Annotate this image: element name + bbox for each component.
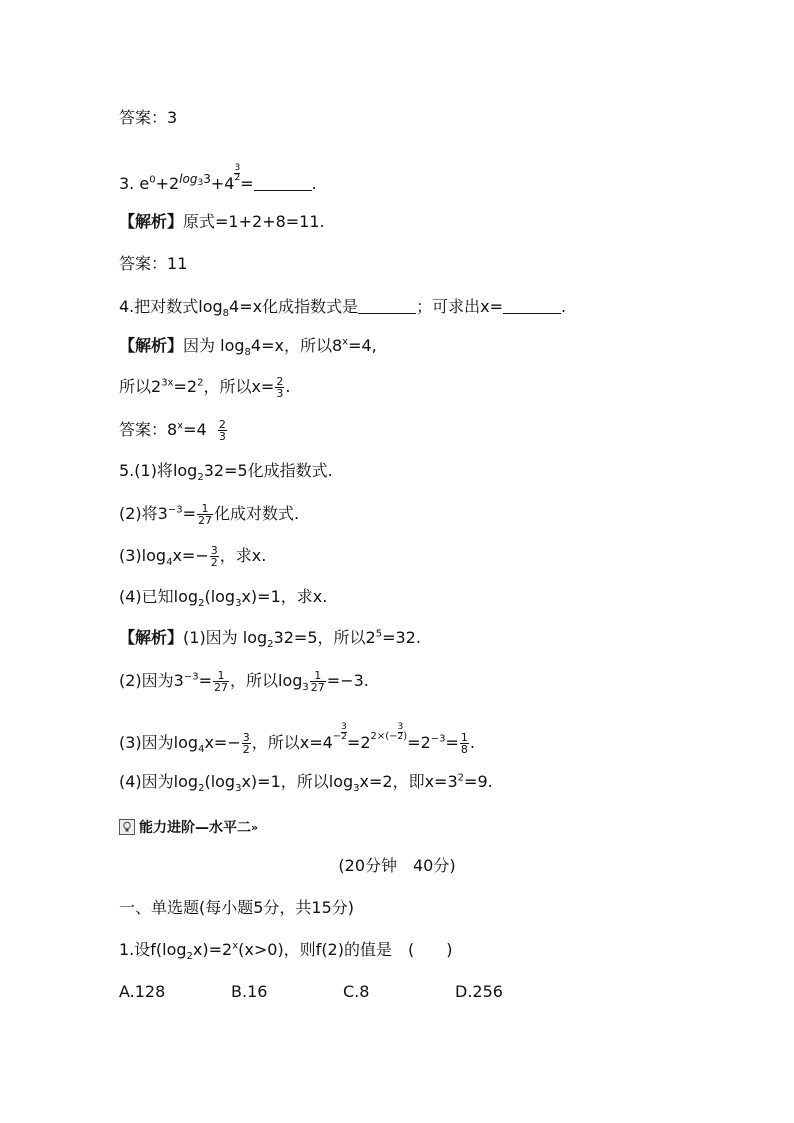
- log-base: 2: [197, 472, 204, 484]
- text: (: [204, 772, 211, 791]
- log-word: log: [162, 940, 187, 959]
- option-d[interactable]: D.256: [455, 982, 503, 1001]
- question-number: 3.: [119, 174, 135, 193]
- log-word: log: [179, 171, 198, 186]
- text: x=−: [172, 546, 209, 565]
- section-header: [119, 817, 258, 837]
- q4-text: 4=x化成指数式是: [229, 297, 359, 316]
- fraction: [460, 732, 469, 755]
- question-5-part-3: [119, 545, 266, 568]
- text: (2)将3: [119, 504, 168, 523]
- log-word: log: [173, 772, 199, 791]
- text: =2: [407, 733, 431, 752]
- text: ，求x.: [219, 546, 267, 565]
- frac-num: 2: [276, 375, 284, 388]
- lightbulb-icon: [119, 819, 135, 835]
- solution-tag: 【解析】: [119, 628, 184, 647]
- text: ，所以: [230, 671, 279, 690]
- log-word: log: [278, 671, 303, 690]
- text: ，所以x=: [203, 377, 275, 396]
- log-base: 8: [244, 347, 251, 359]
- text: 因为: [183, 336, 216, 355]
- log-base: 3: [353, 783, 360, 795]
- answer-value: 11: [167, 254, 188, 273]
- q4-text: 把对数式: [134, 297, 199, 316]
- log-base: 2: [267, 639, 274, 651]
- text: (2)因为3: [119, 671, 184, 690]
- log-base: 2: [198, 598, 205, 610]
- log-base: 4: [198, 744, 205, 756]
- answer-label: 答案：: [119, 108, 168, 127]
- text: =−3.: [326, 671, 369, 690]
- exponent-text: ): [403, 731, 408, 742]
- solution-tag: 【解析】: [119, 212, 184, 231]
- q3-solution: [119, 212, 325, 232]
- frac-num: 3: [397, 722, 404, 732]
- log-word: log: [173, 587, 199, 606]
- log-word: log: [141, 546, 167, 565]
- exponent-sign: −: [332, 731, 342, 742]
- exponent: 3x: [161, 377, 174, 389]
- fraction: [242, 732, 251, 755]
- log-base: 4: [166, 557, 173, 569]
- answer-line-3: [119, 254, 187, 274]
- text: =2: [173, 377, 198, 396]
- period: .: [469, 733, 476, 752]
- frac-num: 1: [197, 503, 213, 515]
- blank-line: [254, 176, 312, 191]
- frac-den: 2: [210, 556, 218, 569]
- blank-line: [358, 299, 416, 314]
- question-5-part-1: [119, 461, 333, 484]
- log-word: log: [242, 628, 268, 647]
- frac-den: 8: [460, 743, 468, 756]
- fraction: [213, 670, 229, 693]
- text: x)=2: [192, 940, 233, 959]
- log-word: log: [172, 461, 198, 480]
- text: x)=1，所以: [241, 772, 329, 791]
- text: 32=5，所以2: [273, 628, 376, 647]
- frac-den: 27: [310, 681, 325, 694]
- solution-text: 原式=1+2+8=11.: [183, 212, 325, 231]
- text: =: [445, 733, 459, 752]
- frac-num: 3: [341, 722, 347, 732]
- log-word: log: [210, 587, 236, 606]
- text: (4)已知: [119, 587, 174, 606]
- log-word: log: [198, 297, 223, 316]
- answer-label: 答案：: [119, 254, 168, 273]
- frac-den: 2: [242, 743, 250, 756]
- answer-label: 答案：: [119, 420, 168, 439]
- text: (3)因为: [119, 733, 174, 752]
- fraction: [210, 545, 219, 568]
- fraction: [197, 503, 213, 526]
- frac-den: 2: [234, 173, 241, 183]
- expr-log-exponent: [179, 172, 211, 186]
- exponent: −3: [183, 671, 199, 683]
- log-base: 8: [222, 308, 230, 320]
- frac-den: 2: [341, 732, 347, 742]
- fraction: [310, 670, 326, 693]
- question-5-part-2: [119, 503, 299, 526]
- frac-num: 3: [234, 163, 241, 173]
- q5-solution-2: [119, 670, 369, 693]
- exponent-text: 2×(−: [370, 731, 398, 742]
- exponent: −3: [430, 733, 446, 745]
- expr-plus-4: +4: [210, 174, 235, 193]
- frac-num: 1: [460, 731, 468, 744]
- section-title: 能力进阶—水平二: [139, 820, 251, 836]
- text: x)=1，求x.: [241, 587, 328, 606]
- fraction: [275, 376, 284, 399]
- log-word: log: [328, 772, 354, 791]
- text: 32=5化成指数式.: [203, 461, 333, 480]
- period: .: [561, 297, 567, 316]
- question-3: [119, 164, 317, 194]
- log-word: log: [220, 336, 245, 355]
- log-arg: 3: [203, 171, 211, 186]
- frac-num: 3: [242, 731, 250, 744]
- answer-line-4: [119, 419, 228, 442]
- exponent: −3: [167, 504, 183, 516]
- q5-solution-1: [119, 628, 421, 651]
- option-b[interactable]: B.16: [231, 982, 268, 1001]
- exponent: 2: [197, 377, 204, 389]
- expr-plus-2: +2: [155, 174, 180, 193]
- log-base: 3: [235, 598, 242, 610]
- log-base: 2: [186, 951, 193, 963]
- text: =32.: [382, 628, 421, 647]
- log-base: 3: [235, 783, 242, 795]
- text: =: [182, 504, 197, 523]
- frac-num: 2: [218, 418, 226, 431]
- text: 所以2: [119, 377, 162, 396]
- period: .: [311, 174, 317, 193]
- frac-den: 27: [198, 514, 213, 527]
- fraction: [218, 419, 227, 442]
- text: (x>0)，则f(2)的值是 ( ): [238, 940, 453, 959]
- log-base: 3: [302, 682, 309, 694]
- question-4: [119, 297, 567, 320]
- frac-den: 27: [214, 681, 229, 694]
- text: (1)因为: [183, 628, 238, 647]
- frac-num: 1: [213, 670, 229, 682]
- expr-e: e: [139, 174, 150, 193]
- log-word: log: [210, 772, 236, 791]
- solution-tag: 【解析】: [119, 336, 184, 355]
- option-c[interactable]: C.8: [343, 982, 370, 1001]
- text: x=−: [204, 733, 241, 752]
- q4-text: ；可求出x=: [416, 297, 503, 316]
- text: 5.(1)将: [119, 461, 173, 480]
- frac-den: 3: [218, 430, 226, 443]
- section-arrow: »: [251, 820, 259, 834]
- text: =: [198, 671, 213, 690]
- text: ，所以x=4: [251, 733, 333, 752]
- time-score: (20分钟 40分): [338, 856, 456, 875]
- text: 1.设f(: [119, 940, 163, 959]
- answer-value: 3: [167, 108, 178, 127]
- text: 化成对数式.: [214, 504, 300, 523]
- frac-num: 3: [210, 544, 218, 557]
- text: 4=x，所以8: [250, 336, 343, 355]
- text: x=2，即x=3: [359, 772, 458, 791]
- log-word: log: [173, 733, 199, 752]
- blank-line: [503, 299, 561, 314]
- option-a[interactable]: A.128: [119, 982, 166, 1001]
- frac-den: 3: [276, 387, 284, 400]
- equals: =: [240, 174, 254, 193]
- period: .: [285, 377, 291, 396]
- frac-num: 1: [310, 670, 326, 682]
- log-base: 2: [198, 783, 205, 795]
- question-5-part-4: [119, 587, 328, 610]
- question-number: 4.: [119, 297, 135, 316]
- mcq-1-options: [119, 982, 567, 1002]
- exponent: x: [342, 336, 349, 348]
- part-1-title: 一、单选题(每小题5分，共15分): [119, 898, 355, 917]
- text: =2: [346, 733, 371, 752]
- exponent: 5: [375, 628, 383, 640]
- exponent: 2: [457, 772, 465, 784]
- text: (: [204, 587, 211, 606]
- q4-solution: [119, 336, 377, 359]
- text: =4: [183, 420, 207, 439]
- text: =9.: [464, 772, 493, 791]
- q5-solution-4: [119, 772, 493, 795]
- text: =4,: [348, 336, 377, 355]
- exponent: x: [177, 420, 184, 432]
- mcq-1: [119, 940, 453, 963]
- log-base: 3: [197, 177, 204, 188]
- text: 8: [167, 420, 178, 439]
- expr-e-exponent: 0: [149, 174, 156, 186]
- text: (3): [119, 546, 142, 565]
- frac-den: 2: [397, 732, 404, 742]
- answer-line-1: [119, 108, 177, 128]
- q4-solution-2: [119, 376, 290, 399]
- q5-solution-3: [119, 723, 475, 755]
- text: (4)因为: [119, 772, 174, 791]
- exponent: x: [232, 940, 239, 952]
